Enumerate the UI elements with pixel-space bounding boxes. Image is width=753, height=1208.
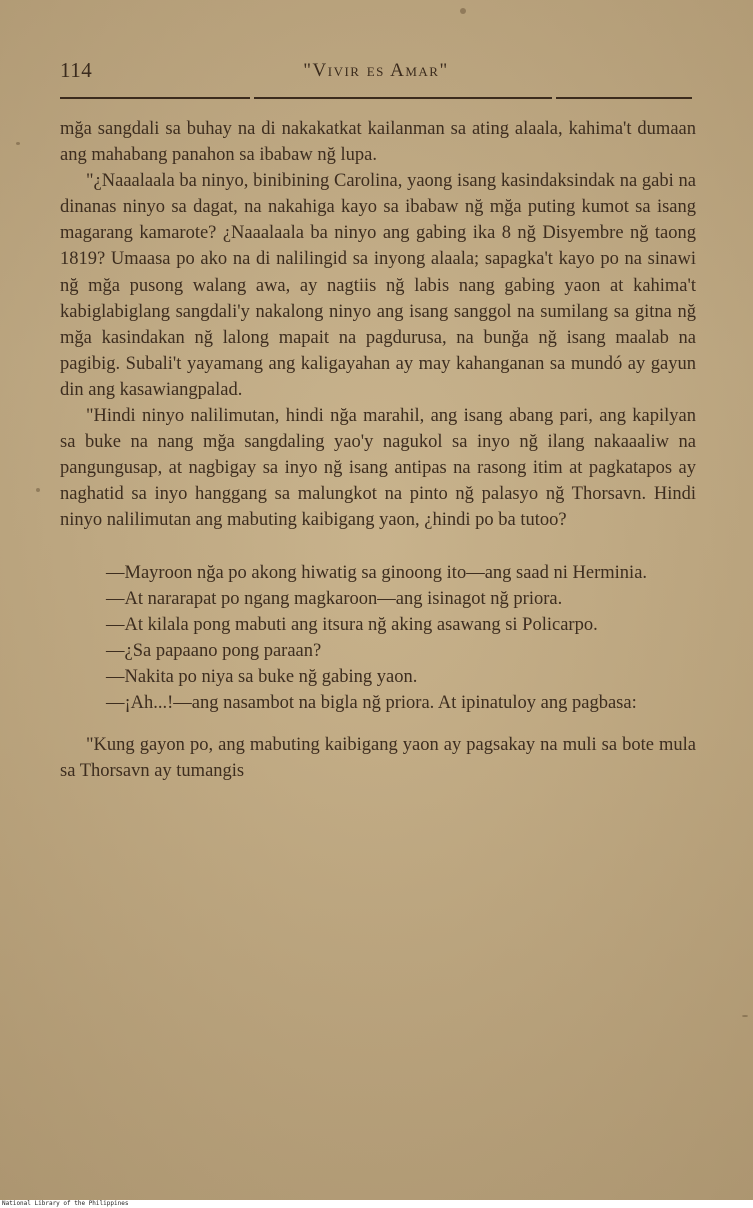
dialogue-line: —¡Ah...!—ang nasambot na bigla nğ priora. At ipinatuloy ang pagbasa: bbox=[106, 692, 637, 713]
header-rule-right bbox=[556, 97, 692, 99]
running-title: "Vivir es Amar" bbox=[303, 60, 449, 81]
body-text bbox=[60, 116, 696, 784]
dialogue-line: —¿Sa papaano pong paraan? bbox=[106, 640, 322, 661]
paper-speck bbox=[460, 8, 466, 14]
dialogue-line: —At kilala pong mabuti ang itsura nğ aking asawang si Policarpo. bbox=[106, 614, 598, 635]
paper-speck bbox=[16, 142, 20, 145]
library-credit: National Library of the Philippines bbox=[2, 1200, 129, 1207]
paragraph-letter-2: "Hindi ninyo nalilimutan, hindi nğa marahil, ang isang abang pari, ang kapilyan sa buke na nang mğa sangdaling yao'y nagukol sa inyo nğ ilang nakaaaliw na pangungusap, at nagbigay sa inyo nğ isang antipas na rasong itim at pagkatapos ay naghatid sa inyo hanggang sa malungkot na pinto nğ palasyo nğ Thorsavn. Hindi ninyo nalilimutan ang mabuting kaibigang yaon, ¿hindi po ba tutoo? bbox=[60, 406, 696, 531]
paper-speck bbox=[742, 1015, 748, 1017]
header-rule-left bbox=[60, 97, 250, 99]
dialogue-line: —At nararapat po ngang magkaroon—ang isinagot nğ priora. bbox=[106, 588, 563, 609]
paragraph-letter-3: "Kung gayon po, ang mabuting kaibigang yaon ay pagsakay na muli sa bote mula sa Thorsavn ay tumangis bbox=[60, 735, 696, 782]
paragraph-continuation: mğa sangdali sa buhay na di nakakatkat kailanman sa ating alaala, kahima't dumaan ang mahabang panahon sa ibabaw nğ lupa. bbox=[60, 119, 696, 166]
dialogue-line: —Mayroon nğa po akong hiwatig sa ginoong ito—ang saad ni Herminia. bbox=[106, 562, 648, 583]
paragraph-letter-1: "¿Naaalaala ba ninyo, binibining Carolina, yaong isang kasindaksindak na gabi na dinanas ninyo sa dagat, na nakahiga kayo sa ibabaw nğ mğa puting kumot sa isang magarang kamarote? ¿Naaalaala ba ninyo ang gabing ika 8 nğ Disyembre nğ taong 1819? Umaasa po ako na di nalilingid sa inyong alaala; sapagka't kayo po na sinawi nğ mğa pusong walang awa, ay nagtiis nğ labis nang gabing yaon at kahima't kabiglabiglang sangdali'y nakalong ninyo ang isang sanggol na sumilang sa gitna nğ mğa kasindakan nğ lalong mapait na pagdurusa, na bunğa nğ isang maalab na pagibig. Subali't yayamang ang kaligayahan ay may kahanganan sa mundó ay gayun din ang kasawiangpalad. bbox=[60, 171, 696, 400]
dialogue-line: —Nakita po niya sa buke nğ gabing yaon. bbox=[106, 666, 418, 687]
header-rule-middle bbox=[254, 97, 552, 99]
paper-speck bbox=[36, 488, 40, 492]
page-number: 114 bbox=[60, 58, 93, 82]
page-header bbox=[60, 58, 692, 88]
